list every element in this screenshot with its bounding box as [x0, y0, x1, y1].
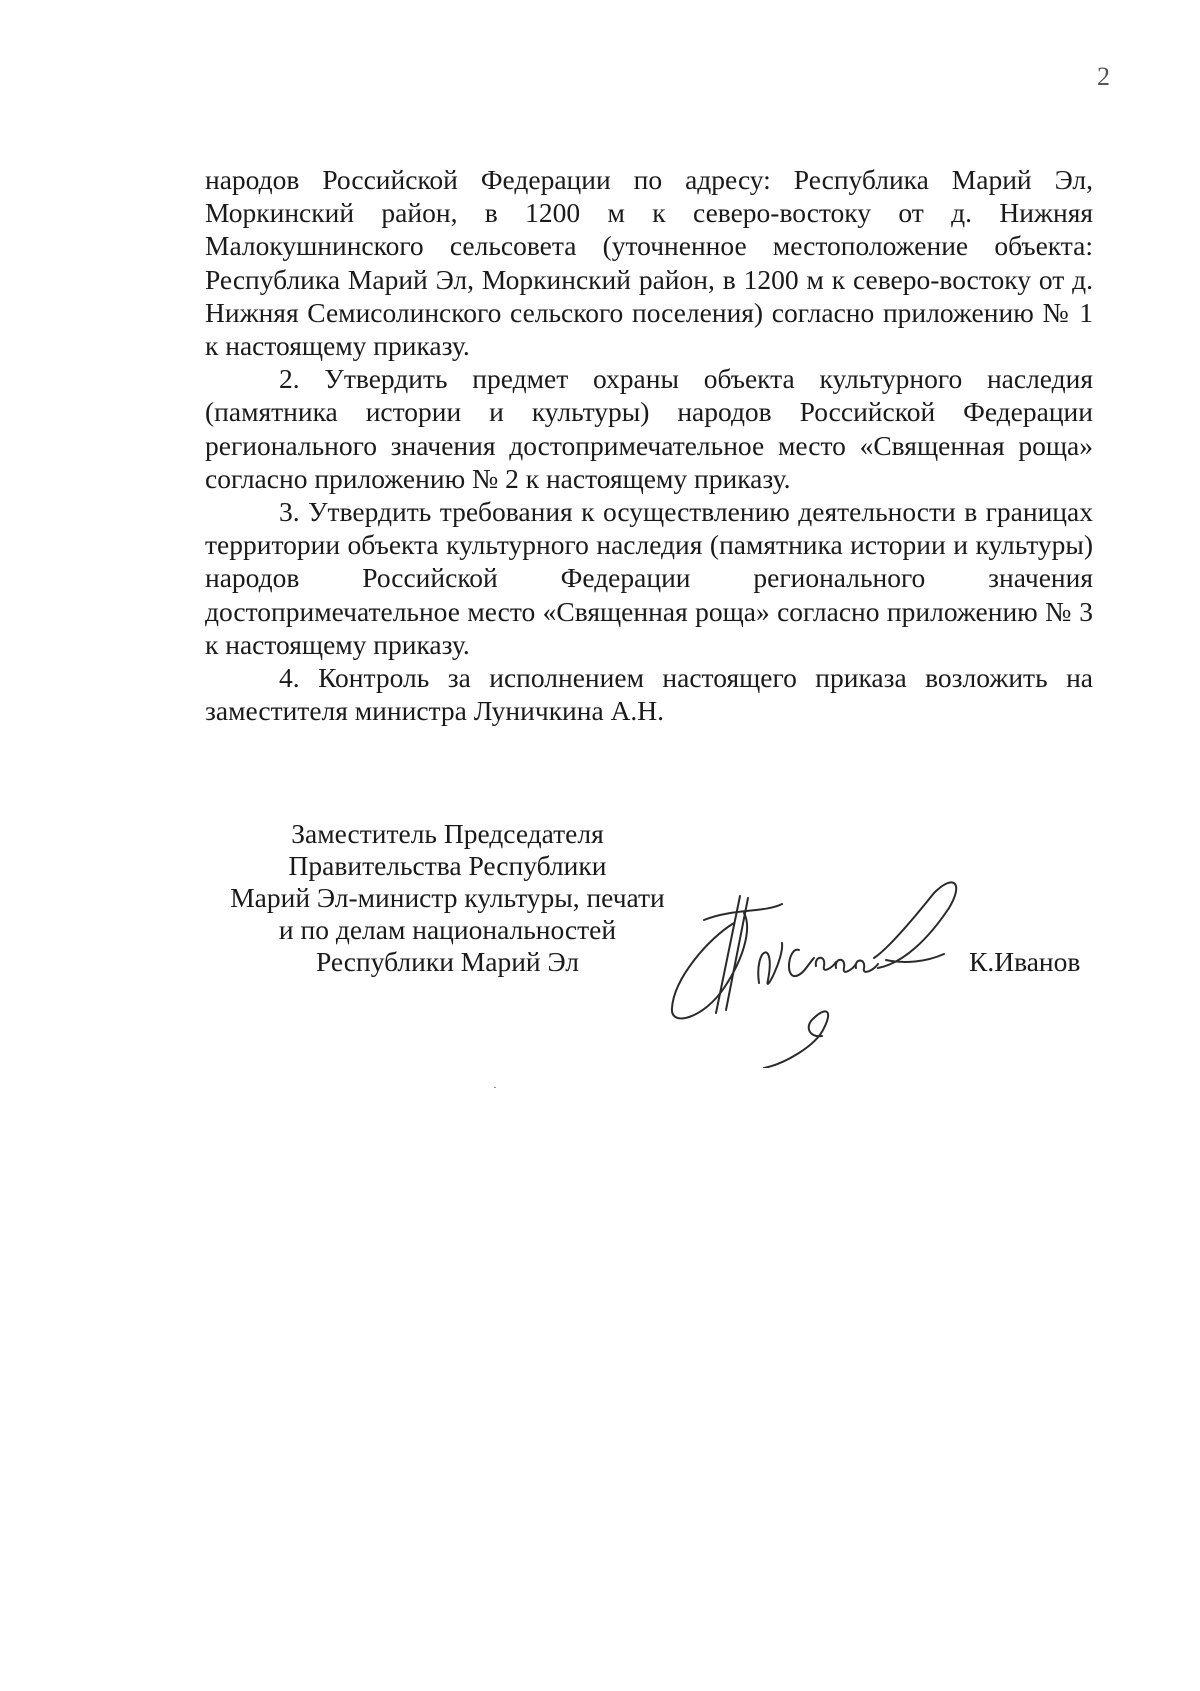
signer-name: К.Иванов — [969, 946, 1081, 977]
paragraph-1-continuation: народов Российской Федерации по адресу: Республика Марий Эл, Моркинский район, в 1200 м к северо-востоку от д. Нижняя Малокушнинского сельсовета (уточненное местоположение объекта: Республика Марий Эл, Моркинский район, в 1200 м к северо-востоку от д. Нижняя Семисолинского сельского поселения) согласно приложению № 1 к настоящему приказу. — [205, 164, 1093, 362]
position-line-1: Заместитель Председателя — [291, 818, 604, 849]
page-number: 2 — [1097, 62, 1110, 91]
paragraph-4: 4. Контроль за исполнением настоящего приказа возложить на заместителя министра Луничкина А.Н. — [205, 662, 1093, 727]
paragraph-2: 2. Утвердить предмет охраны объекта культурного наследия (памятника истории и культуры) народов Российской Федерации регионального значения достопримечательное место «Священная роща» согласно приложению № 2 к настоящему приказу. — [205, 363, 1093, 494]
position-line-5: Республики Марий Эл — [315, 946, 580, 977]
scan-speck — [494, 1087, 496, 1088]
position-line-3: Марий Эл-министр культуры, печати — [230, 882, 665, 913]
document-body — [205, 163, 1093, 727]
paragraph-3: 3. Утвердить требования к осуществлению деятельности в границах территории объекта культурного наследия (памятника истории и культуры) народов Российской Федерации регионального значения достопримечательное место «Священная роща» согласно приложению № 3 к настоящему приказу. — [205, 496, 1093, 660]
position-line-4: и по делам национальностей — [278, 914, 617, 945]
position-line-2: Правительства Республики — [288, 850, 607, 881]
handwritten-signature — [664, 868, 1014, 1068]
signatory-position — [205, 818, 690, 978]
